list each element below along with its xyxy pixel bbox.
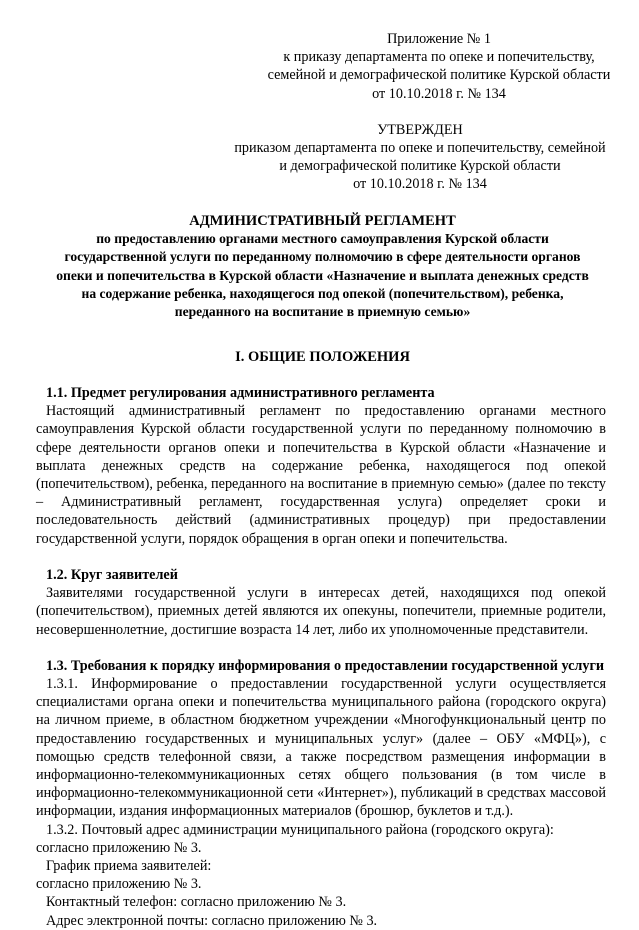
approved-label: УТВЕРЖДЕН [377, 121, 463, 138]
schedule-value: согласно приложению № 3. [36, 876, 202, 893]
schedule-label: График приема заявителей: [46, 857, 212, 874]
section-1-3-2-text: 1.3.2. Почтовый адрес администрации муниципального района (городского округа): [46, 821, 554, 838]
contact-phone: Контактный телефон: согласно приложению № 3. [46, 894, 347, 911]
subtitle-line: опеки и попечительства в Курской области «Назначение и выплата денежных средств [56, 267, 589, 283]
approved-order: приказом департамента по опеке и попечительству, семейной [234, 140, 606, 157]
section-1-3-heading: 1.3. Требования к порядку информирования о предоставлении государственной услуги [46, 657, 605, 674]
section-1-3-1-text: 1.3.1. Информирование о предоставлении государственной услуги осуществляется специалистами органа опеки и попечительства муниципального района (городского округа) на личном приеме, в областном бюджетном учреждении «Многофункциональный центр по предоставлению государственных и муниципальных услуг» (далее – ОБУ «МФЦ»), с помощью средств телефонной связи, а также посредством размещения информации в информационно-телекоммуникационных сетях общего пользования (в том числе в информационно-телекоммуникационной сети «Интернет»), публикаций в средствах массовой информации, издания информационных материалов (брошюр, буклетов и т.д.). [36, 675, 606, 820]
section-1-1-heading: 1.1. Предмет регулирования административного регламента [46, 385, 435, 402]
section-1-2-text: Заявителями государственной услуги в интересах детей, находящихся под опекой (попечительством), приемных детей являются их опекуны, попечители, приемные родители, несовершеннолетние, достигшие возраста 14 лет, либо их уполномоченные представители. [36, 585, 606, 638]
subtitle-line: переданного на воспитание в приемную семью» [174, 304, 471, 320]
email-address: Адрес электронной почты: согласно приложению № 3. [46, 912, 378, 929]
subtitle-line: по предоставлению органами местного самоуправления Курской области [96, 230, 549, 246]
appendix-block [260, 30, 618, 103]
document-subtitle [36, 230, 609, 322]
appendix-order-ref: к приказу департамента по опеке и попечительству, [283, 49, 595, 66]
appendix-number: Приложение № 1 [387, 31, 491, 47]
section-1-2-heading: 1.2. Круг заявителей [46, 566, 178, 583]
approved-department: и демографической политике Курской области [279, 158, 561, 175]
appendix-date: от 10.10.2018 г. № 134 [372, 85, 506, 102]
document-title: АДМИНИСТРАТИВНЫЙ РЕГЛАМЕНТ [189, 212, 456, 229]
subtitle-line: государственной услуги по переданному полномочию в сфере деятельности органов [64, 249, 581, 265]
appendix-department: семейной и демографической политике Курской области [267, 67, 611, 84]
approved-block [200, 121, 639, 194]
approved-date: от 10.10.2018 г. № 134 [353, 176, 487, 193]
section-1-1-text: Настоящий административный регламент по предоставлению органами местного самоуправления Курской области государственной услуги по переданному полномочию в сфере деятельности органов опеки и попечительства в Курской области «Назначение и выплата денежных средств на содержание ребенка, находящегося под опекой (попечительством), ребенка, переданного на воспитание в приемную семью» (далее по тексту – Административный регламент, государственная услуга) определяет сроки и последовательность действий (административных процедур) при предоставлении государственной услуги, порядок обращения в орган опеки и попечительства. [36, 403, 606, 547]
subtitle-line: на содержание ребенка, находящегося под опекой (попечительством), ребенка, [81, 286, 564, 302]
postal-address-value: согласно приложению № 3. [36, 839, 202, 856]
section-title: I. ОБЩИЕ ПОЛОЖЕНИЯ [235, 348, 410, 365]
